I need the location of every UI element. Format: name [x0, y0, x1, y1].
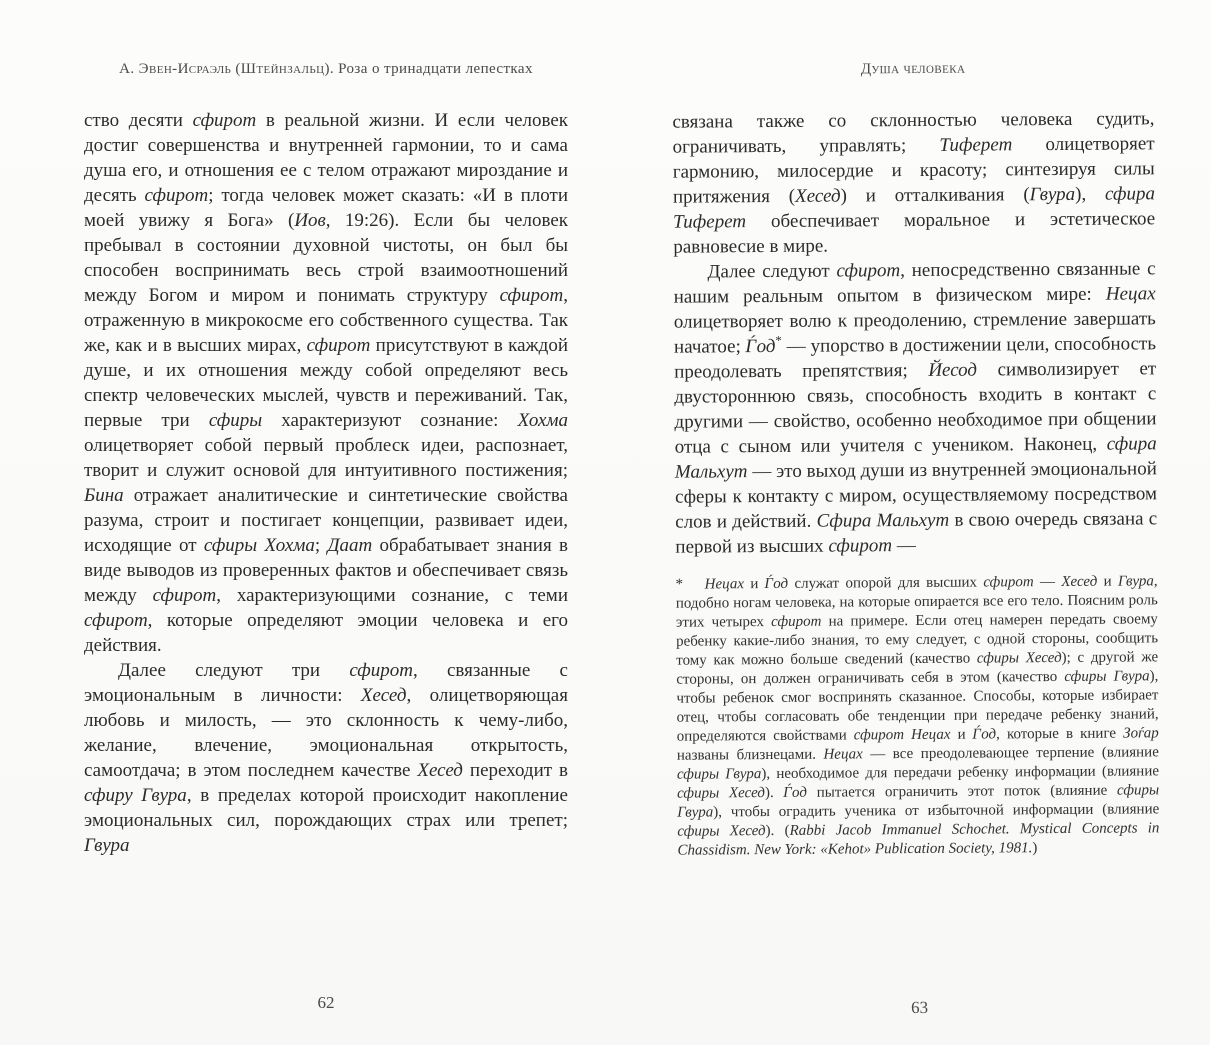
- paragraph: связана также со склонностью человека судить, ограничивать, управлять; Тиферет олицетворяет гармонию, милосердие и красоту; синтезируя силы притяжения (Хесед) и отталкивания (Гвура), сфира Тиферет обеспечивает моральное и эстетическое равновесие в мире.: [672, 108, 1156, 258]
- right-body-text: [672, 106, 1157, 559]
- left-running-head: [84, 60, 568, 78]
- paragraph: Далее следуют три сфирот, связанные с эмоциональным в личности: Хесед, олицетворяющая любовь и милость, — это склонность к чему-либо, желание, влечение, эмоциональная открытость, самоотдача; в этом последнем качестве Хесед переходит в сфиру Гвура, в пределах которой происходит накопление эмоциональных сил, порождающих страх или трепет; Гвура: [84, 660, 568, 856]
- footnote-text: Нецах и Ѓод служат опорой для высших сфирот — Хесед и Гвура, подобно ногам человека, на которые опирается все его тело. Поясним роль этих четырех сфирот на примере. Если отец намерен передать своему ребенку какие-либо знания, то ему следует, с одной стороны, сообщить тому как можно больше сведений (качество сфиры Хесед); с другой же стороны, он должен ограничивать себя в этом (качество сфиры Гвура), чтобы ребенок смог воспринять сказанное. Способы, которые избирает отец, чтобы согласовать обе тенденции при передаче ребенку знаний, определяются свойствами сфирот Нецах и Ѓод, которые в книге Зоѓар названы близнецами. Нецах — все преодолевающее терпение (влияние сфиры Гвура), необходимое для передачи ребенку информации (влияние сфиры Хесед). Ѓод пытается ограничить этот поток (влияние сфиры Гвура), чтобы оградить ученика от избыточной информации (влияние сфиры Хесед). (Rabbi Jacob Immanuel Schochet. Mystical Concepts in Chassidism. New York: «Kehot» Publication Society, 1981.): [675, 573, 1160, 859]
- right-page: [672, 58, 1161, 1021]
- running-head-author: А. Эвен-Исраэль (Штейнзальц).: [119, 61, 334, 77]
- paragraph: ство десяти сфирот в реальной жизни. И если человек достиг совершенства и внутренней гармонии, то и сама душа его, и отношения ее с телом отражают мироздание и десять сфирот; тогда человек может сказать: «И в плоти моей увижу я Бога» (Иов, 19:26). Если бы человек пребывал в состоянии духовной чистоты, он был бы способен воспринимать весь строй взаимоотношений между Богом и миром и понимать структуру сфирот, отраженную в микрокосме его собственного существа. Так же, как и в высших мирах, сфирот присутствуют в каждой душе, и их отношения между собой определяют весь спектр человеческих мыслей, чувств и переживаний. Так, первые три сфиры характеризуют сознание: Хохма олицетворяет собой первый проблеск идеи, распознает, творит и служит основой для интуитивного постижения; Бина отражает аналитические и синтетические свойства разума, строит и постигает концепции, развивает идеи, исходящие от сфиры Хохма; Даат обрабатывает знания в виде выводов из проверенных фактов и обеспечивает связь между сфирот, характеризующими сознание, с теми сфирот, которые определяют эмоции человека и его действия.: [84, 110, 569, 656]
- footnote-marker: *: [675, 576, 684, 593]
- left-page: [84, 60, 568, 1020]
- left-body-text: [84, 108, 568, 858]
- running-head-chapter: Душа человека: [860, 60, 966, 78]
- paragraph: Далее следуют сфирот, непосредственно связанные с нашим реальным опытом в физическом мире: Нецах олицетворяет волю к преодолению, стремление завершать начатое; Ѓод* — упорство в достижении цели, способность преодолевать препятствия; Йесод символизирует ет двустороннюю связь, способность входить в контакт с другими — свойство, особенно необходимое при общении отца с сыном или учителя с учеником. Наконец, сфира Мальхут — это выход души из внутренней эмоциональной сферы к контакту с миром, осуществляемому посредством слов и действий. Сфира Мальхут в свою очередь связана с первой из высших сфирот —: [673, 258, 1158, 558]
- left-page-number: 62: [317, 993, 335, 1012]
- right-page-number: 63: [911, 997, 929, 1018]
- right-running-head: [672, 58, 1154, 79]
- running-head-title: Роза о тринадцати лепестках: [338, 61, 533, 77]
- footnote: [676, 572, 1160, 860]
